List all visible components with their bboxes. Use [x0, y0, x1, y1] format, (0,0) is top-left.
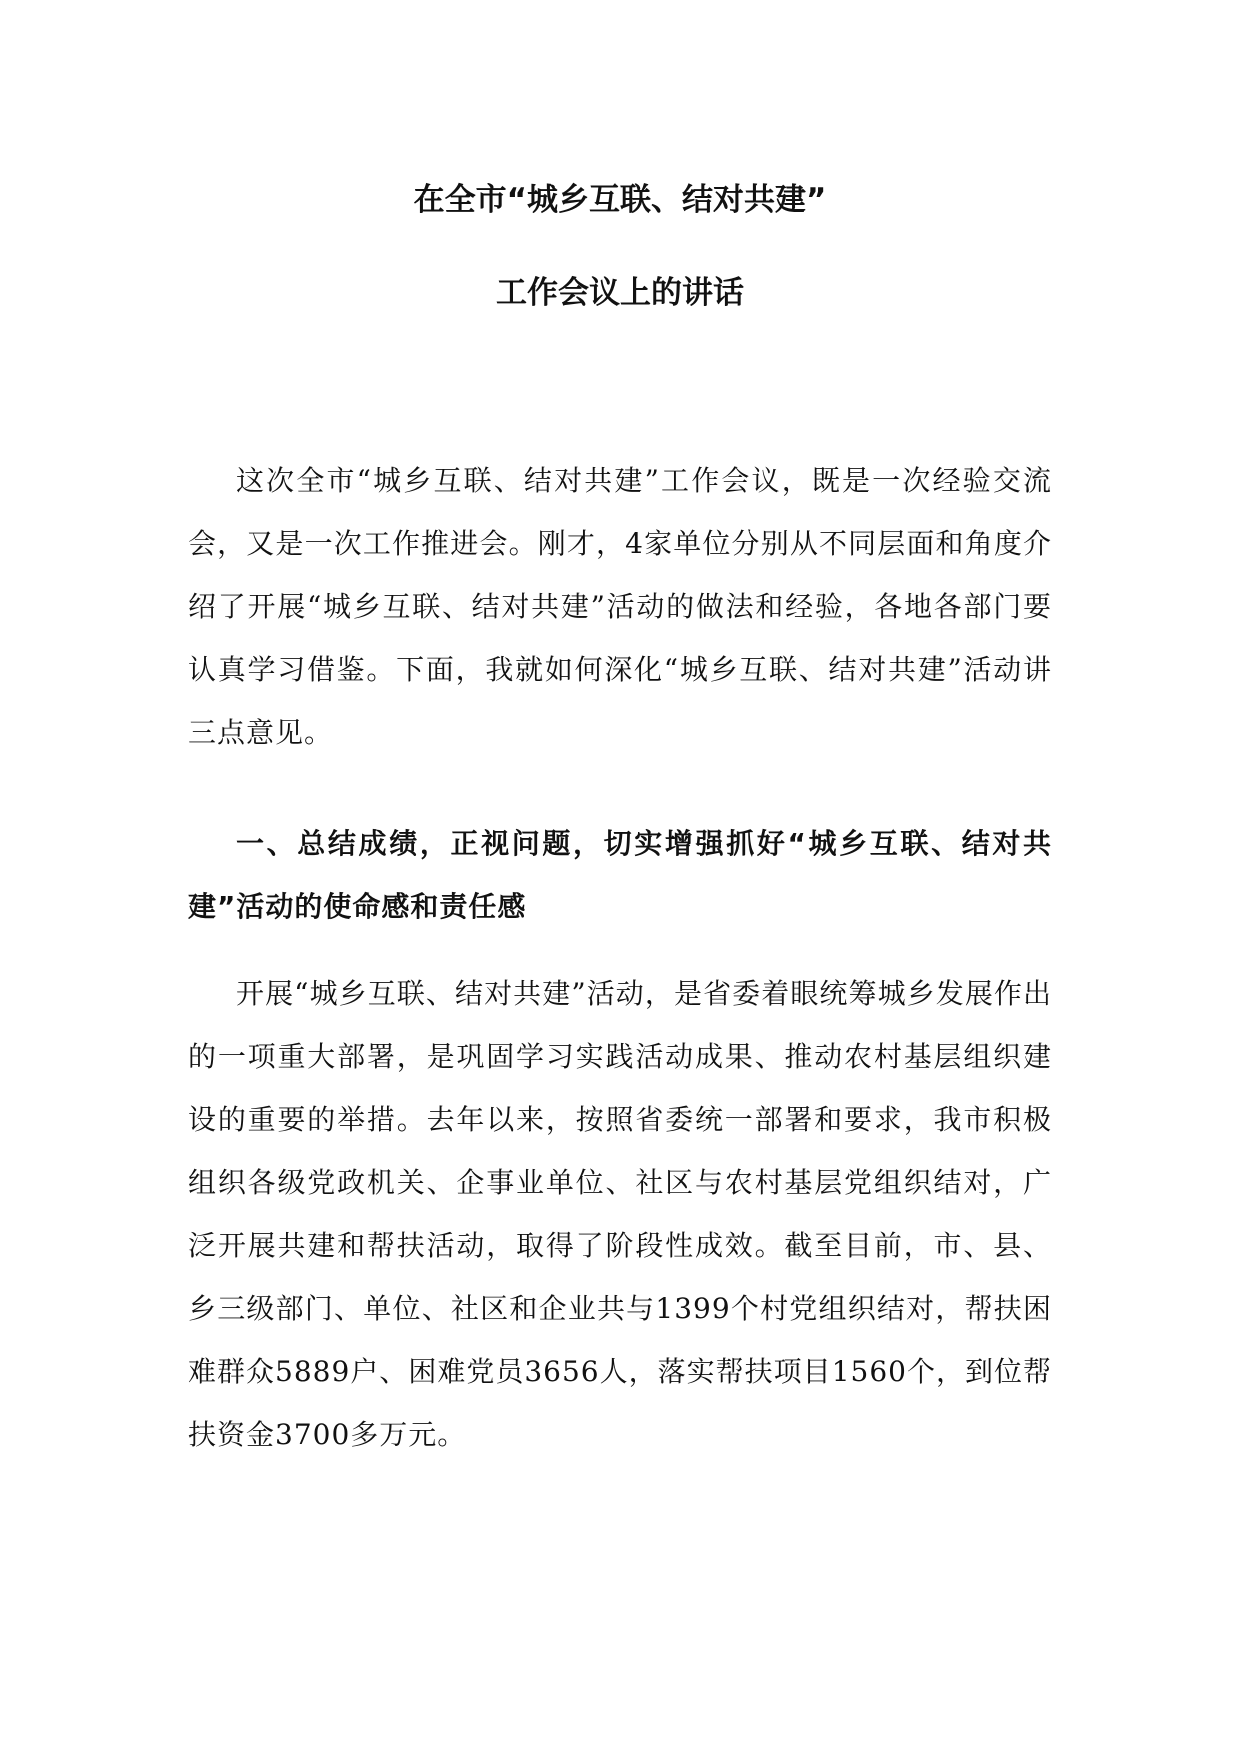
document-title-line-1: 在全市“城乡互联、结对共建” [413, 182, 827, 218]
section-heading-1: 一、总结成绩，正视问题，切实增强抓好“城乡互联、结对共建”活动的使命感和责任感 [188, 827, 1052, 923]
document-title-line-2: 工作会议上的讲话 [496, 275, 744, 311]
intro-paragraph: 这次全市“城乡互联、结对共建”工作会议，既是一次经验交流会，又是一次工作推进会。刚才，4家单位分别从不同层面和角度介绍了开展“城乡互联、结对共建”活动的做法和经验，各地各部门要认真学习借鉴。下面，我就如何深化“城乡互联、结对共建”活动讲三点意见。 [188, 464, 1052, 749]
section-1-paragraph: 开展“城乡互联、结对共建”活动，是省委着眼统筹城乡发展作出的一项重大部署，是巩固学习实践活动成果、推动农村基层组织建设的重要的举措。去年以来，按照省委统一部署和要求，我市积极组织各级党政机关、企事业单位、社区与农村基层党组织结对，广泛开展共建和帮扶活动，取得了阶段性成效。截至目前，市、县、乡三级部门、单位、社区和企业共与1399个村党组织结对，帮扶困难群众5889户、困难党员3656人，落实帮扶项目1560个，到位帮扶资金3700多万元。 [188, 977, 1052, 1451]
